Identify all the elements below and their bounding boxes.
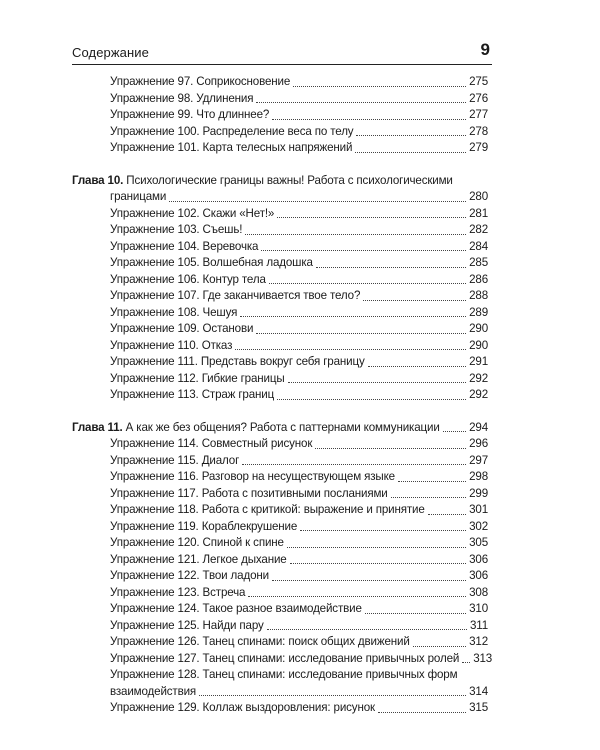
toc-entry-128-line1[interactable]: Упражнение 128. Танец спинами: исследование привычных форм bbox=[110, 668, 458, 681]
leader-dots bbox=[398, 481, 466, 482]
leader-dots bbox=[272, 119, 466, 120]
leader-dots bbox=[287, 547, 466, 548]
running-header bbox=[72, 38, 490, 60]
chapter-10-heading-cont[interactable]: границами 280 bbox=[110, 190, 488, 203]
leader-dots bbox=[277, 217, 466, 218]
toc-entry[interactable]: Упражнение 103. Съешь! 282 bbox=[110, 223, 488, 236]
toc-entry[interactable]: Упражнение 98. Удлинения 276 bbox=[110, 91, 488, 105]
leader-dots bbox=[248, 596, 466, 597]
leader-dots bbox=[391, 497, 466, 498]
header-title: Содержание bbox=[72, 45, 149, 60]
leader-dots bbox=[235, 349, 466, 350]
leader-dots bbox=[245, 234, 466, 235]
toc-entry[interactable]: Упражнение 109. Останови 290 bbox=[110, 322, 488, 335]
table-of-contents bbox=[72, 74, 493, 717]
toc-entry[interactable]: Упражнение 101. Карта телесных напряжений 279 bbox=[110, 141, 488, 154]
toc-entry[interactable]: Упражнение 108. Чешуя 289 bbox=[110, 305, 488, 319]
leader-dots bbox=[269, 283, 466, 284]
toc-entry[interactable]: Упражнение 114. Совместный рисунок 296 bbox=[110, 437, 488, 450]
leader-dots bbox=[256, 333, 466, 334]
leader-dots bbox=[413, 646, 466, 647]
toc-entry[interactable]: Упражнение 129. Коллаж выздоровления: рисунок 315 bbox=[110, 701, 488, 714]
header-rule bbox=[72, 64, 492, 65]
leader-dots bbox=[277, 399, 466, 400]
chapter-title: А как же без общения? Работа с паттернами коммуникации bbox=[125, 420, 440, 434]
toc-entry-128-line2[interactable]: взаимодействия 314 bbox=[110, 684, 488, 698]
toc-entry[interactable]: Упражнение 100. Распределение веса по телу 278 bbox=[110, 124, 488, 138]
leader-dots bbox=[443, 431, 466, 432]
leader-dots bbox=[378, 712, 466, 713]
leader-dots bbox=[267, 629, 467, 630]
toc-entry[interactable]: Упражнение 112. Гибкие границы 292 bbox=[110, 371, 488, 385]
toc-entry[interactable]: Упражнение 122. Твои ладони 306 bbox=[110, 569, 488, 582]
leader-dots bbox=[316, 267, 466, 268]
leader-dots bbox=[272, 580, 466, 581]
leader-dots bbox=[261, 250, 466, 251]
toc-entry[interactable]: Упражнение 102. Скажи «Нет!» 281 bbox=[110, 206, 488, 220]
spacer bbox=[72, 157, 488, 173]
toc-entry[interactable]: Упражнение 97. Соприкосновение 275 bbox=[110, 75, 488, 88]
toc-entry[interactable]: Упражнение 126. Танец спинами: поиск общих движений 312 bbox=[110, 635, 488, 648]
spacer bbox=[72, 404, 488, 420]
page-number: 9 bbox=[480, 40, 490, 59]
leader-dots bbox=[365, 613, 466, 614]
toc-entry[interactable]: Упражнение 116. Разговор на несуществующем языке 298 bbox=[110, 470, 488, 483]
toc-entry[interactable]: Упражнение 127. Танец спинами: исследование привычных ролей 313 bbox=[110, 651, 493, 665]
toc-entry[interactable]: Упражнение 124. Такое разное взаимодействие 310 bbox=[110, 602, 488, 615]
toc-entry[interactable]: Упражнение 120. Спиной к спине 305 bbox=[110, 536, 488, 549]
leader-dots bbox=[240, 316, 466, 317]
toc-entry[interactable]: Упражнение 125. Найди пару 311 bbox=[110, 618, 488, 632]
toc-entry[interactable]: Упражнение 119. Кораблекрушение 302 bbox=[110, 519, 488, 533]
toc-entry[interactable]: Упражнение 118. Работа с критикой: выражение и принятие 301 bbox=[110, 503, 488, 516]
toc-entry[interactable]: Упражнение 117. Работа с позитивными посланиями 299 bbox=[110, 486, 488, 500]
toc-entry[interactable]: Упражнение 106. Контур тела 286 bbox=[110, 272, 488, 286]
leader-dots bbox=[363, 300, 466, 301]
toc-entry[interactable]: Упражнение 105. Волшебная ладошка 285 bbox=[110, 256, 488, 269]
leader-dots bbox=[199, 695, 466, 696]
chapter-title-line1: Психологические границы важны! Работа с психологическими bbox=[126, 173, 453, 187]
leader-dots bbox=[315, 448, 466, 449]
leader-dots bbox=[356, 135, 466, 136]
leader-dots bbox=[169, 201, 466, 202]
leader-dots bbox=[462, 662, 470, 663]
toc-entry[interactable]: Упражнение 99. Что длиннее? 277 bbox=[110, 108, 488, 121]
chapter-label: Глава 10. bbox=[72, 173, 124, 187]
leader-dots bbox=[242, 464, 466, 465]
leader-dots bbox=[355, 152, 466, 153]
leader-dots bbox=[428, 514, 466, 515]
leader-dots bbox=[256, 102, 466, 103]
toc-entry[interactable]: Упражнение 115. Диалог 297 bbox=[110, 453, 488, 467]
leader-dots bbox=[290, 563, 466, 564]
leader-dots bbox=[288, 382, 467, 383]
toc-entry[interactable]: Упражнение 104. Веревочка 284 bbox=[110, 239, 488, 253]
chapter-label: Глава 11. bbox=[72, 420, 123, 434]
leader-dots bbox=[300, 530, 466, 531]
toc-entry[interactable]: Упражнение 123. Встреча 308 bbox=[110, 585, 488, 599]
leader-dots bbox=[368, 366, 466, 367]
toc-entry[interactable]: Упражнение 111. Представь вокруг себя границу 291 bbox=[110, 355, 488, 368]
chapter-11-heading[interactable]: Глава 11. А как же без общения? Работа с паттернами коммуникации 294 bbox=[72, 420, 488, 434]
toc-entry[interactable]: Упражнение 113. Страж границ 292 bbox=[110, 388, 488, 401]
toc-entry[interactable]: Упражнение 110. Отказ 290 bbox=[110, 338, 488, 352]
leader-dots bbox=[293, 86, 466, 87]
chapter-10-heading[interactable] bbox=[72, 173, 488, 190]
toc-entry[interactable]: Упражнение 121. Легкое дыхание 306 bbox=[110, 552, 488, 566]
toc-entry[interactable]: Упражнение 107. Где заканчивается твое тело? 288 bbox=[110, 289, 488, 302]
